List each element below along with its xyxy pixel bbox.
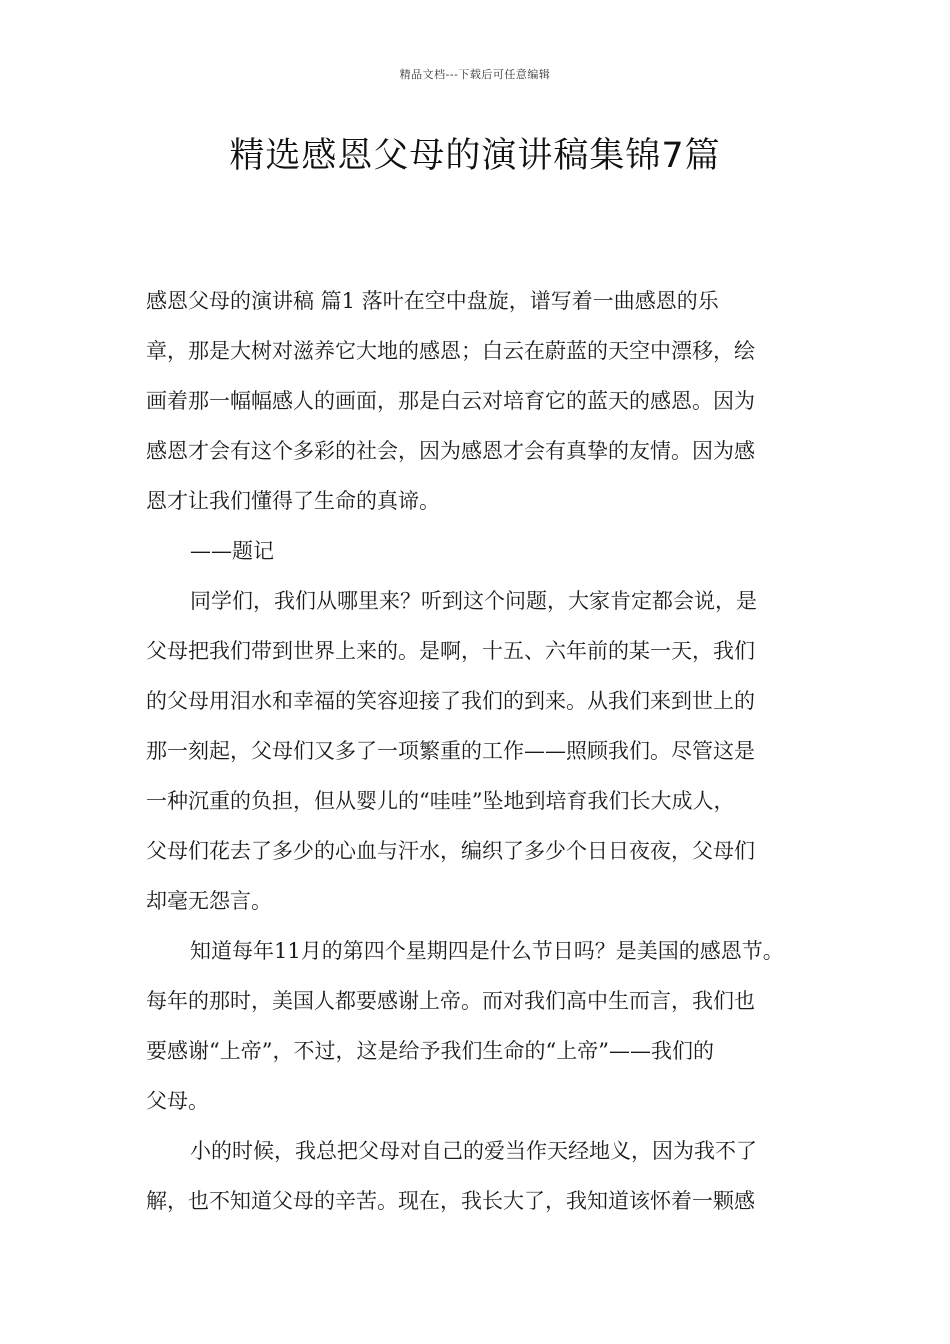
paragraph-inscription xyxy=(146,526,806,576)
text-line: ——题记 xyxy=(190,539,274,563)
text-line: 父母把我们带到世界上来的。是啊，十五、六年前的某一天，我们 xyxy=(146,639,755,663)
text-line: 知道每年11月的第四个星期四是什么节日吗？是美国的感恩节。 xyxy=(190,939,784,963)
text-line: 同学们，我们从哪里来？听到这个问题，大家肯定都会说，是 xyxy=(190,589,757,613)
text-line: 一种沉重的负担，但从婴儿的“哇哇”坠地到培育我们长大成人， xyxy=(146,789,735,813)
document-body xyxy=(146,276,806,1226)
text-line: 感恩才会有这个多彩的社会，因为感恩才会有真挚的友情。因为感 xyxy=(146,439,755,463)
text-line: 恩才让我们懂得了生命的真谛。 xyxy=(146,489,440,513)
text-line: 每年的那时，美国人都要感谢上帝。而对我们高中生而言，我们也 xyxy=(146,989,755,1013)
paragraph-origin xyxy=(146,576,806,926)
text-line: 却毫无怨言。 xyxy=(146,889,272,913)
text-line: 章，那是大树对滋养它大地的感恩；白云在蔚蓝的天空中漂移，绘 xyxy=(146,339,755,363)
text-line: 感恩父母的演讲稿 篇1 落叶在空中盘旋，谱写着一曲感恩的乐 xyxy=(146,289,719,313)
text-line: 小的时候，我总把父母对自己的爱当作天经地义，因为我不了 xyxy=(190,1139,757,1163)
document-title: 精选感恩父母的演讲稿集锦7篇 xyxy=(229,136,721,176)
text-line: 父母们花去了多少的心血与汗水，编织了多少个日日夜夜，父母们 xyxy=(146,839,755,863)
text-line: 的父母用泪水和幸福的笑容迎接了我们的到来。从我们来到世上的 xyxy=(146,689,755,713)
paragraph-intro xyxy=(146,276,806,526)
text-line: 那一刻起，父母们又多了一项繁重的工作——照顾我们。尽管这是 xyxy=(146,739,755,763)
paragraph-thanksgiving xyxy=(146,926,806,1126)
paragraph-childhood xyxy=(146,1126,806,1226)
header-note: 精品文档---下载后可任意编辑 xyxy=(399,68,551,81)
text-line: 要感谢“上帝”，不过，这是给予我们生命的“上帝”——我们的 xyxy=(146,1039,714,1063)
text-line: 画着那一幅幅感人的画面，那是白云对培育它的蓝天的感恩。因为 xyxy=(146,389,755,413)
text-line: 父母。 xyxy=(146,1089,209,1113)
text-line: 解，也不知道父母的辛苦。现在，我长大了，我知道该怀着一颗感 xyxy=(146,1189,755,1213)
